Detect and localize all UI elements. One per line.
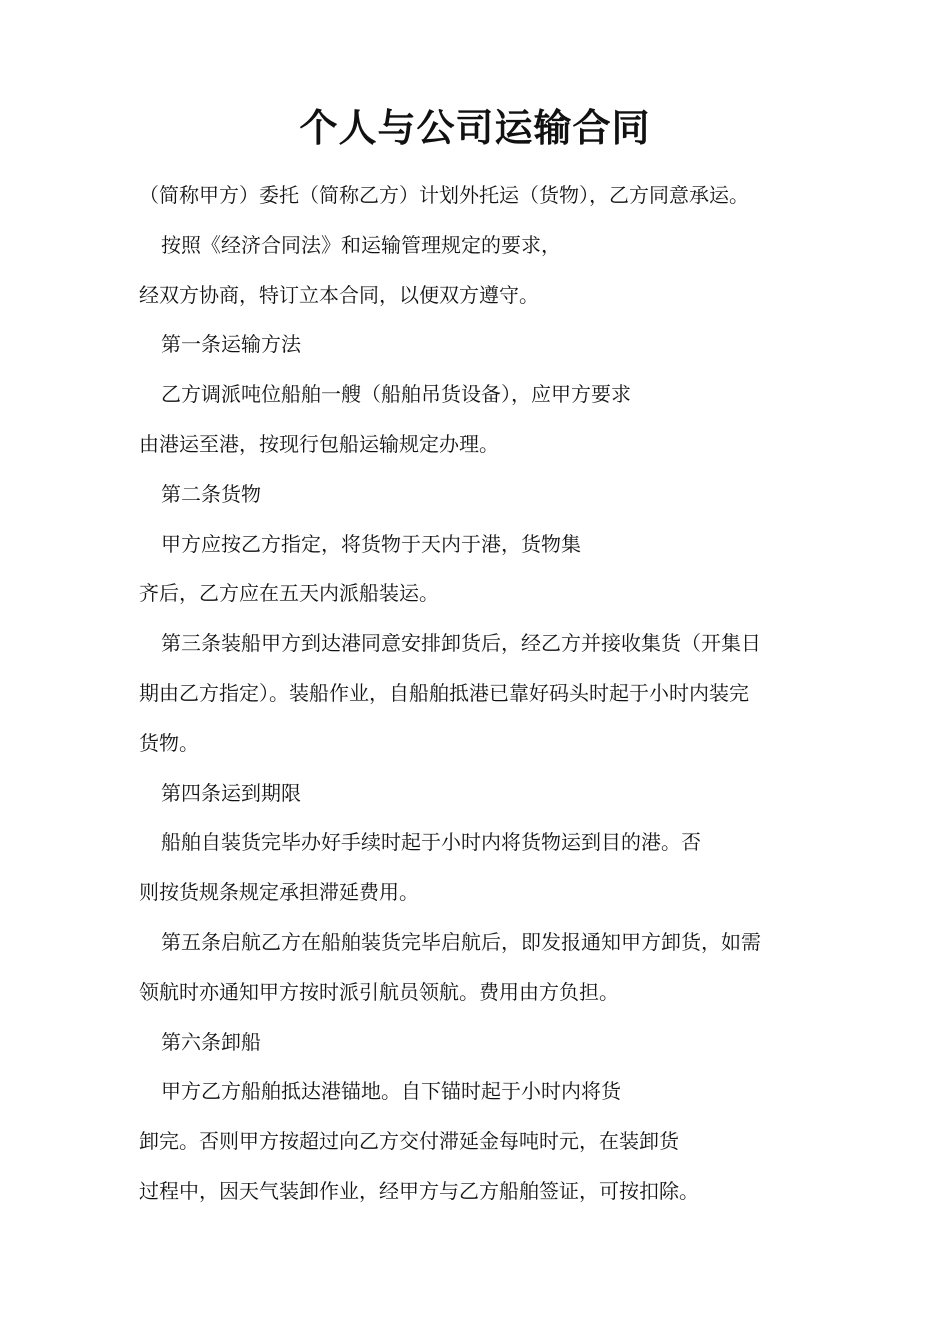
paragraph-line: 第六条卸船: [161, 1029, 261, 1054]
document-title: 个人与公司运输合同: [299, 106, 651, 150]
paragraph-line: 第四条运到期限: [161, 780, 301, 805]
paragraph-line: 甲方乙方船舶抵达港锚地。自下锚时起于小时内将货: [161, 1079, 621, 1104]
paragraph-line: 第一条运输方法: [161, 332, 301, 357]
contract-body: [139, 171, 839, 1217]
paragraph-line: 齐后，乙方应在五天内派船装运。: [139, 581, 439, 606]
paragraph-line: 由港运至港，按现行包船运输规定办理。: [139, 431, 499, 456]
paragraph-line: 第五条启航乙方在船舶装货完毕启航后，即发报通知甲方卸货，如需: [161, 929, 761, 954]
paragraph-line: 乙方调派吨位船舶一艘（船舶吊货设备），应甲方要求: [161, 382, 631, 407]
paragraph-line: 期由乙方指定）。装船作业，自船舶抵港已靠好码头时起于小时内装完: [139, 680, 749, 705]
paragraph-line: 卸完。否则甲方按超过向乙方交付滞延金每吨时元，在装卸货: [139, 1129, 679, 1154]
paragraph-line: 甲方应按乙方指定，将货物于天内于港，货物集: [161, 531, 581, 556]
paragraph-line: 按照《经济合同法》和运输管理规定的要求，: [161, 232, 561, 257]
paragraph-line: （简称甲方）委托（简称乙方）计划外托运（货物），乙方同意承运。: [139, 183, 749, 207]
paragraph-line: 过程中，因天气装卸作业，经甲方与乙方船舶签证，可按扣除。: [139, 1178, 699, 1203]
paragraph-line: 领航时亦通知甲方按时派引航员领航。费用由方负担。: [139, 979, 619, 1004]
paragraph-line: 经双方协商，特订立本合同，以便双方遵守。: [139, 282, 539, 307]
paragraph-line: 第三条装船甲方到达港同意安排卸货后，经乙方并接收集货（开集日: [161, 631, 761, 656]
paragraph-line: 货物。: [139, 730, 199, 755]
paragraph-line: 第二条货物: [161, 481, 261, 506]
paragraph-line: 船舶自装货完毕办好手续时起于小时内将货物运到目的港。否: [161, 830, 701, 855]
paragraph-line: 则按货规条规定承担滞延费用。: [139, 880, 419, 905]
